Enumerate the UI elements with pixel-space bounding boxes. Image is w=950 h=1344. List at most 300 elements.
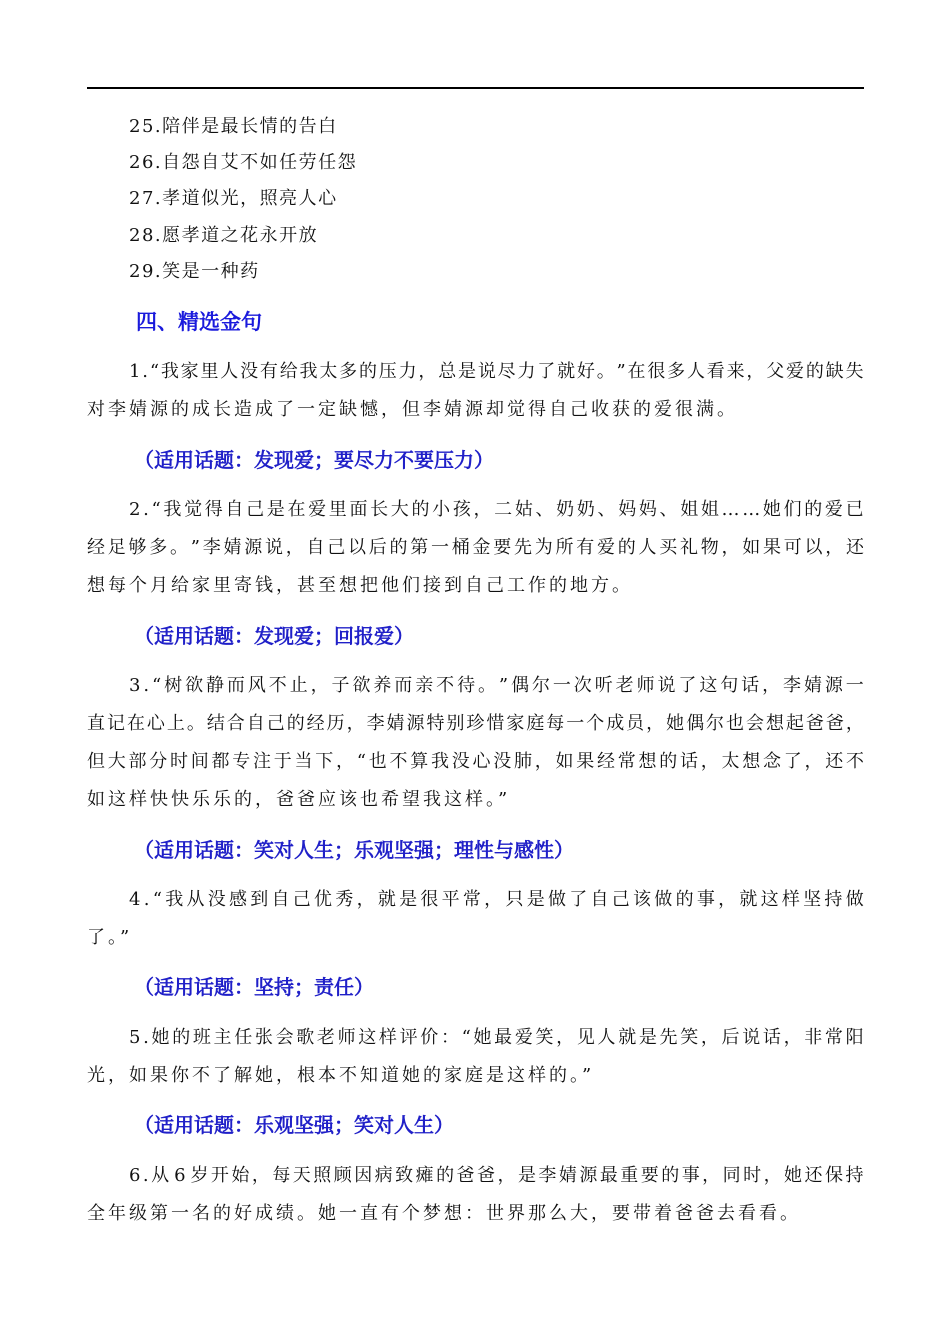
char: 阳 <box>845 1027 864 1048</box>
char: ， <box>804 751 823 772</box>
char: ， <box>700 751 719 772</box>
char: 婧 <box>803 675 822 696</box>
char: 直 <box>87 713 105 734</box>
char: 的 <box>436 1165 455 1186</box>
char: 了 <box>678 675 697 696</box>
char: ， <box>721 537 740 558</box>
char: 长 <box>370 499 389 520</box>
char: 给 <box>279 361 298 382</box>
char: 还 <box>845 537 864 558</box>
char: 要 <box>493 537 512 558</box>
char: 人 <box>686 361 705 382</box>
char: 足 <box>107 537 126 558</box>
char: 专 <box>232 751 251 772</box>
char: 下 <box>315 751 334 772</box>
char: 们 <box>783 499 802 520</box>
char: 因 <box>354 1165 373 1186</box>
char: 一 <box>566 713 585 734</box>
char: 每 <box>546 713 565 734</box>
char: 姐 <box>680 499 699 520</box>
char: 一 <box>552 675 571 696</box>
char: 见 <box>576 1027 595 1048</box>
char: 了 <box>537 361 556 382</box>
char: 爱 <box>786 361 805 382</box>
char: 己 <box>266 713 285 734</box>
char: 员 <box>626 713 645 734</box>
char: 是 <box>399 889 418 910</box>
char: 笑 <box>680 1027 699 1048</box>
quote-line: 如这样快快乐乐的，爸爸应该也希望我这样。” <box>87 789 511 810</box>
char: 自 <box>590 889 609 910</box>
char: … <box>721 499 740 520</box>
char: 合 <box>226 713 245 734</box>
char: 心 <box>472 751 491 772</box>
char: 事 <box>696 889 715 910</box>
list-item: 28.愿孝道之花永开放 <box>129 225 319 246</box>
char: 常 <box>824 1027 843 1048</box>
char: 养 <box>373 675 392 696</box>
char: 觉 <box>184 499 203 520</box>
char: 尽 <box>497 361 516 382</box>
char: 病 <box>374 1165 393 1186</box>
char: 到 <box>250 889 269 910</box>
char: 好 <box>576 361 595 382</box>
char: . <box>142 1165 149 1186</box>
char: 想 <box>765 713 784 734</box>
char: “ <box>152 889 162 910</box>
char: 时 <box>170 751 188 772</box>
quote-line <box>87 498 864 522</box>
char: 没 <box>451 751 470 772</box>
char: 张 <box>254 1027 273 1048</box>
char: 做 <box>547 889 566 910</box>
char: 是 <box>517 1165 536 1186</box>
topic-label: （适用话题：乐观坚强；笑对人生） <box>134 1113 454 1137</box>
list-item: 29.笑是一种药 <box>129 261 260 282</box>
char: 照 <box>313 1165 332 1186</box>
char: 任 <box>234 1027 253 1048</box>
char: 话 <box>762 1027 781 1048</box>
char: ， <box>702 1165 721 1186</box>
char: 失 <box>845 361 864 382</box>
char: 孩 <box>452 499 471 520</box>
char: 老 <box>316 1027 335 1048</box>
char: 奶 <box>556 499 575 520</box>
char: 我 <box>160 361 179 382</box>
char: 李 <box>202 537 221 558</box>
char: 结 <box>206 713 225 734</box>
char: 她 <box>473 1027 492 1048</box>
topic-label: （适用话题：笑对人生；乐观坚强；理性与感性） <box>134 838 574 862</box>
char: 以 <box>804 537 823 558</box>
topic-label: （适用话题：坚持；责任） <box>134 975 374 999</box>
char: 算 <box>410 751 429 772</box>
char: 评 <box>399 1027 418 1048</box>
char: 感 <box>228 889 247 910</box>
char: 在 <box>627 361 646 382</box>
char: 很 <box>647 361 666 382</box>
char: . <box>143 1027 149 1048</box>
char: . <box>142 361 148 382</box>
list-item: 25.陪伴是最长情的告白 <box>129 116 338 137</box>
char: 师 <box>636 675 655 696</box>
char: 如 <box>555 751 574 772</box>
char: 庭 <box>526 713 545 734</box>
char: 4 <box>129 889 141 910</box>
char: 会 <box>745 713 764 734</box>
char: 父 <box>766 361 785 382</box>
char: 该 <box>633 889 652 910</box>
char: 面 <box>349 499 368 520</box>
char: 说 <box>477 361 496 382</box>
char: 家 <box>506 713 525 734</box>
char: 做 <box>654 889 673 910</box>
char: ， <box>762 675 781 696</box>
char: 的 <box>286 713 305 734</box>
quote-line <box>87 1026 864 1050</box>
char: 爸 <box>805 713 824 734</box>
char: 。 <box>186 713 205 734</box>
quote-line <box>87 712 864 736</box>
char: 就 <box>377 889 396 910</box>
char: 同 <box>722 1165 741 1186</box>
char: 是 <box>638 1027 657 1048</box>
char: 重 <box>620 1165 639 1186</box>
char: 在 <box>287 499 306 520</box>
char: 源 <box>406 713 425 734</box>
char: 的 <box>659 751 678 772</box>
char: 。 <box>596 361 615 382</box>
char: 待 <box>457 675 476 696</box>
char: 也 <box>726 713 744 734</box>
char: 、 <box>659 499 678 520</box>
char: 我 <box>299 361 318 382</box>
char: 这 <box>358 1027 377 1048</box>
char: 源 <box>579 1165 598 1186</box>
char: 部 <box>128 751 147 772</box>
quote-line <box>87 1164 864 1188</box>
quote-line <box>87 674 864 698</box>
char: 一 <box>845 675 864 696</box>
char: 欲 <box>185 675 204 696</box>
char: 肺 <box>513 751 532 772</box>
char: 得 <box>204 499 223 520</box>
char: 所 <box>555 537 574 558</box>
char: 5 <box>129 1027 141 1048</box>
char: 注 <box>253 751 271 772</box>
char: 人 <box>638 537 657 558</box>
char: 自 <box>246 713 265 734</box>
char: . <box>143 675 150 696</box>
char: “ <box>149 361 160 382</box>
char: 第 <box>410 537 429 558</box>
char: 最 <box>494 1027 513 1048</box>
char: 。 <box>477 675 496 696</box>
quote-line <box>87 750 864 774</box>
char: 经 <box>596 751 615 772</box>
char: 笑 <box>535 1027 554 1048</box>
char: 坚 <box>803 889 822 910</box>
char: 爱 <box>514 1027 533 1048</box>
char: ， <box>534 751 553 772</box>
char: 她 <box>762 499 781 520</box>
char: ， <box>556 1027 575 1048</box>
char: 已 <box>845 499 864 520</box>
char: 二 <box>494 499 513 520</box>
char: ， <box>646 713 665 734</box>
char: 的 <box>411 499 430 520</box>
char: 上 <box>166 713 185 734</box>
char: 偶 <box>511 675 530 696</box>
char: 当 <box>294 751 313 772</box>
char: 己 <box>327 537 346 558</box>
char: 后 <box>721 1027 740 1048</box>
char: 瘫 <box>415 1165 434 1186</box>
char: . <box>143 889 150 910</box>
char: 爸 <box>825 713 844 734</box>
char: 压 <box>378 361 397 382</box>
char: 没 <box>240 361 259 382</box>
topic-label: （适用话题：发现爱；回报爱） <box>134 624 414 648</box>
char: ， <box>825 537 844 558</box>
char: 常 <box>617 751 636 772</box>
char: 来 <box>726 361 745 382</box>
char: 李 <box>783 675 802 696</box>
char: 分 <box>149 751 168 772</box>
section-heading: 四、精选金句 <box>136 310 262 334</box>
char: 静 <box>206 675 224 696</box>
char: 想 <box>638 751 657 772</box>
char: 己 <box>611 889 630 910</box>
char: 家 <box>180 361 199 382</box>
char: 在 <box>126 713 145 734</box>
char: 平 <box>441 889 460 910</box>
char: 大 <box>390 499 409 520</box>
char: 不 <box>389 751 408 772</box>
quote-line: 全年级第一名的好成绩。她一直有个梦想：世界那么大，要带着爸爸去看看。 <box>87 1203 801 1224</box>
char: . <box>143 499 149 520</box>
char: 自 <box>225 499 244 520</box>
char: 的 <box>617 537 636 558</box>
char: 开 <box>210 1165 229 1186</box>
char: 持 <box>845 1165 864 1186</box>
char: 岁 <box>190 1165 209 1186</box>
char: 止 <box>289 675 308 696</box>
list-item: 27.孝道似光，照亮人心 <box>129 188 338 209</box>
char: 常 <box>462 889 481 910</box>
char: 爸 <box>477 1165 496 1186</box>
char: 看 <box>706 361 725 382</box>
char: 金 <box>472 537 491 558</box>
char: 里 <box>200 361 219 382</box>
char: 人 <box>220 361 239 382</box>
char: 小 <box>432 499 451 520</box>
char: 奶 <box>576 499 595 520</box>
char: 太 <box>319 361 338 382</box>
char: 果 <box>576 751 595 772</box>
char: 、 <box>535 499 554 520</box>
char: ， <box>783 1027 802 1048</box>
char: 是 <box>458 361 477 382</box>
char: 优 <box>314 889 333 910</box>
char: 力 <box>398 361 417 382</box>
char: 物 <box>700 537 719 558</box>
char: 念 <box>762 751 781 772</box>
quote-line: 想每个月给家里寄钱，甚至想把他们接到自己工作的地方。 <box>87 575 633 596</box>
char: 起 <box>785 713 804 734</box>
char: 自 <box>306 537 325 558</box>
char: 自 <box>271 889 290 910</box>
char: 偶 <box>686 713 705 734</box>
quote-line: 对李婧源的成长造成了一定缺憾，但李婧源却觉得自己收获的爱很满。 <box>87 399 738 420</box>
char: 的 <box>804 499 823 520</box>
char: 价 <box>420 1027 439 1048</box>
char: 珍 <box>466 713 485 734</box>
char: 大 <box>107 751 126 772</box>
char: 的 <box>389 537 408 558</box>
char: 话 <box>679 751 698 772</box>
char: 秀 <box>335 889 354 910</box>
char: 我 <box>430 751 449 772</box>
char: 从 <box>186 889 205 910</box>
char: ， <box>356 889 375 910</box>
char: 源 <box>824 675 843 696</box>
char: 就 <box>739 889 758 910</box>
char: 惜 <box>486 713 505 734</box>
char: 以 <box>347 537 366 558</box>
char: ， <box>484 889 503 910</box>
char: 子 <box>331 675 350 696</box>
char: 爸 <box>456 1165 475 1186</box>
char: 可 <box>783 537 802 558</box>
char: 的 <box>172 1027 191 1048</box>
char: 婧 <box>386 713 405 734</box>
char: ， <box>746 361 765 382</box>
char: 总 <box>438 361 457 382</box>
char: 事 <box>681 1165 700 1186</box>
char: 李 <box>366 713 385 734</box>
char: ， <box>497 1165 516 1186</box>
quote-line <box>87 360 864 384</box>
char: 持 <box>824 889 843 910</box>
char: 历 <box>326 713 345 734</box>
char: 尔 <box>531 675 550 696</box>
char: 桶 <box>451 537 470 558</box>
char: 亲 <box>415 675 434 696</box>
header-rule <box>87 87 864 89</box>
char: 够 <box>128 537 147 558</box>
char: 我 <box>165 889 184 910</box>
char: 还 <box>825 751 844 772</box>
char: 也 <box>368 751 387 772</box>
char: 非 <box>804 1027 823 1048</box>
char: 己 <box>246 499 265 520</box>
char: 己 <box>292 889 311 910</box>
char: 有 <box>259 361 278 382</box>
char: 心 <box>146 713 165 734</box>
char: 多 <box>339 361 358 382</box>
char: 如 <box>742 537 761 558</box>
char: 次 <box>573 675 592 696</box>
char: 妈 <box>618 499 637 520</box>
char: 为 <box>534 537 553 558</box>
char: 不 <box>268 675 287 696</box>
char: … <box>742 499 761 520</box>
list-item: 26.自怨自艾不如任劳任怨 <box>129 152 358 173</box>
char: 她 <box>151 1027 170 1048</box>
char: 树 <box>164 675 183 696</box>
char: 买 <box>659 537 678 558</box>
char: 有 <box>576 537 595 558</box>
char: 太 <box>721 751 740 772</box>
char: 于 <box>273 751 292 772</box>
quote-line <box>87 888 864 912</box>
char: “ <box>461 1027 471 1048</box>
char: 致 <box>395 1165 414 1186</box>
char: 她 <box>666 713 685 734</box>
char: 源 <box>244 537 263 558</box>
char: 做 <box>845 889 864 910</box>
topic-label: （适用话题：发现爱；要尽力不要压力） <box>134 448 494 472</box>
char: 这 <box>760 889 779 910</box>
char: 多 <box>149 537 168 558</box>
char: 。 <box>170 537 188 558</box>
char: 就 <box>557 361 576 382</box>
char: 3 <box>129 675 141 696</box>
char: “ <box>152 675 162 696</box>
char: ， <box>473 499 492 520</box>
char: ， <box>700 1027 719 1048</box>
char: 婧 <box>558 1165 577 1186</box>
char: 的 <box>661 1165 680 1186</box>
char: 经 <box>306 713 325 734</box>
char: 话 <box>741 675 760 696</box>
char: 没 <box>207 889 226 910</box>
char: 记 <box>106 713 125 734</box>
char: ， <box>845 713 864 734</box>
char: 师 <box>337 1027 356 1048</box>
char: ， <box>718 889 737 910</box>
char: 保 <box>824 1165 843 1186</box>
char: 了 <box>783 751 802 772</box>
quote-line <box>87 536 864 560</box>
char: 没 <box>493 751 512 772</box>
char: 班 <box>192 1027 211 1048</box>
char: 姐 <box>700 499 719 520</box>
char: 间 <box>190 751 209 772</box>
char: 是 <box>266 499 285 520</box>
char: 、 <box>597 499 616 520</box>
char: ， <box>418 361 437 382</box>
char: 会 <box>275 1027 294 1048</box>
char: 不 <box>436 675 455 696</box>
quote-line: 光，如果你不了解她，根本不知道她的家庭是这样的。” <box>87 1065 595 1086</box>
char: 老 <box>615 675 634 696</box>
char: ， <box>251 1165 270 1186</box>
char: 样 <box>378 1027 397 1048</box>
char: ” <box>498 675 509 696</box>
char: ， <box>763 1165 782 1186</box>
char: 爱 <box>596 537 615 558</box>
char: 的 <box>805 361 824 382</box>
char: 李 <box>538 1165 557 1186</box>
char: 很 <box>420 889 439 910</box>
char: 不 <box>845 751 864 772</box>
char: 缺 <box>825 361 844 382</box>
char: 样 <box>781 889 800 910</box>
char: 里 <box>328 499 347 520</box>
char: 她 <box>784 1165 803 1186</box>
